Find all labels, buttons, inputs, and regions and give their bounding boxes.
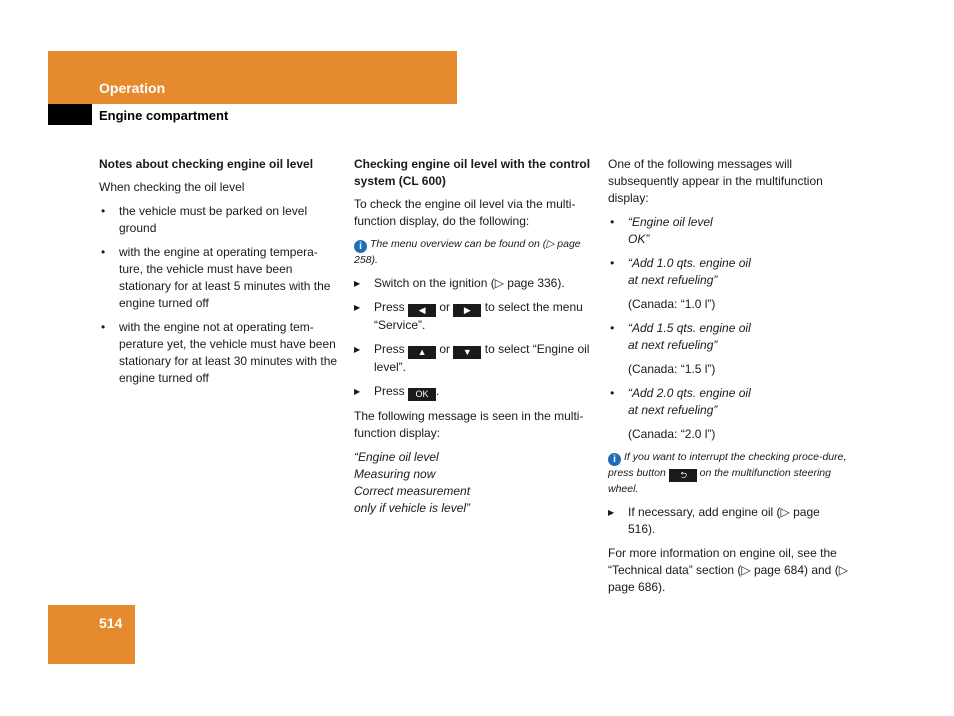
canada-note: (Canada: “1.5 l”) bbox=[628, 362, 716, 376]
ok-key-icon: OK bbox=[408, 388, 436, 401]
up-arrow-key-icon: ▲ bbox=[408, 346, 436, 359]
page-number-box bbox=[48, 605, 135, 664]
left-arrow-key-icon: ◀ bbox=[408, 304, 436, 317]
header-bar bbox=[48, 51, 457, 104]
list-item: • “Engine oil level OK” bbox=[608, 214, 850, 248]
col2-heading: Checking engine oil level with the control system (CL 600) bbox=[354, 157, 591, 188]
step-select-menu: ▶ Press ◀ or ▶ to select the menu “Service”. bbox=[354, 299, 596, 334]
display-message: “Engine oil level Measuring now Correct measurement only if vehicle is level” bbox=[354, 450, 471, 515]
section-title: Operation bbox=[99, 80, 166, 96]
subsection-marker bbox=[48, 104, 92, 125]
list-item: • “Add 1.5 qts. engine oil at next refueling” bbox=[608, 320, 850, 354]
page-number: 514 bbox=[99, 615, 123, 631]
column-3 bbox=[608, 156, 850, 603]
subsection-title: Engine compartment bbox=[99, 108, 229, 123]
back-button-icon: ⮌ bbox=[669, 469, 697, 482]
list-item: • the vehicle must be parked on level ground bbox=[99, 203, 339, 237]
col3-more-info: For more information on engine oil, see the “Technical data” section (▷ page 684) and (▷ page 686). bbox=[608, 546, 848, 594]
list-item: • “Add 2.0 qts. engine oil at next refueling” bbox=[608, 385, 850, 419]
info-icon: i bbox=[354, 240, 367, 253]
right-arrow-key-icon: ▶ bbox=[453, 304, 481, 317]
col2-intro: To check the engine oil level via the multi-function display, do the following: bbox=[354, 197, 576, 228]
column-2 bbox=[354, 156, 596, 517]
list-item: • with the engine not at operating tem-perature yet, the vehicle must have been stationary for at least 30 minutes with the engine turned off bbox=[99, 319, 339, 387]
col1-heading: Notes about checking engine oil level bbox=[99, 157, 314, 171]
canada-note: (Canada: “2.0 l”) bbox=[628, 427, 716, 441]
step-select-oil: ▶ Press ▲ or ▼ to select “Engine oil level”. bbox=[354, 341, 596, 376]
list-item: • “Add 1.0 qts. engine oil at next refueling” bbox=[608, 255, 850, 289]
down-arrow-key-icon: ▼ bbox=[453, 346, 481, 359]
canada-note: (Canada: “1.0 l”) bbox=[628, 297, 716, 311]
col2-following: The following message is seen in the multi-function display: bbox=[354, 409, 584, 440]
step-ignition: ▶ Switch on the ignition (▷ page 336). bbox=[354, 275, 596, 292]
col3-intro: One of the following messages will subsequently appear in the multifunction display: bbox=[608, 157, 823, 205]
info-icon: i bbox=[608, 453, 621, 466]
step-add-oil: ▶ If necessary, add engine oil (▷ page 516). bbox=[608, 504, 850, 538]
list-item: • with the engine at operating tempera-ture, the vehicle must have been stationary for at least 5 minutes with the engine turned off bbox=[99, 244, 339, 312]
col1-intro: When checking the oil level bbox=[99, 180, 245, 194]
info-note: i The menu overview can be found on (▷ page 258). bbox=[354, 238, 581, 266]
step-press-ok: ▶ Press OK . bbox=[354, 383, 596, 401]
column-1 bbox=[99, 156, 339, 394]
info-note: i If you want to interrupt the checking proce-dure, press button ⮌ on the multifunction steering wheel. bbox=[608, 451, 847, 495]
